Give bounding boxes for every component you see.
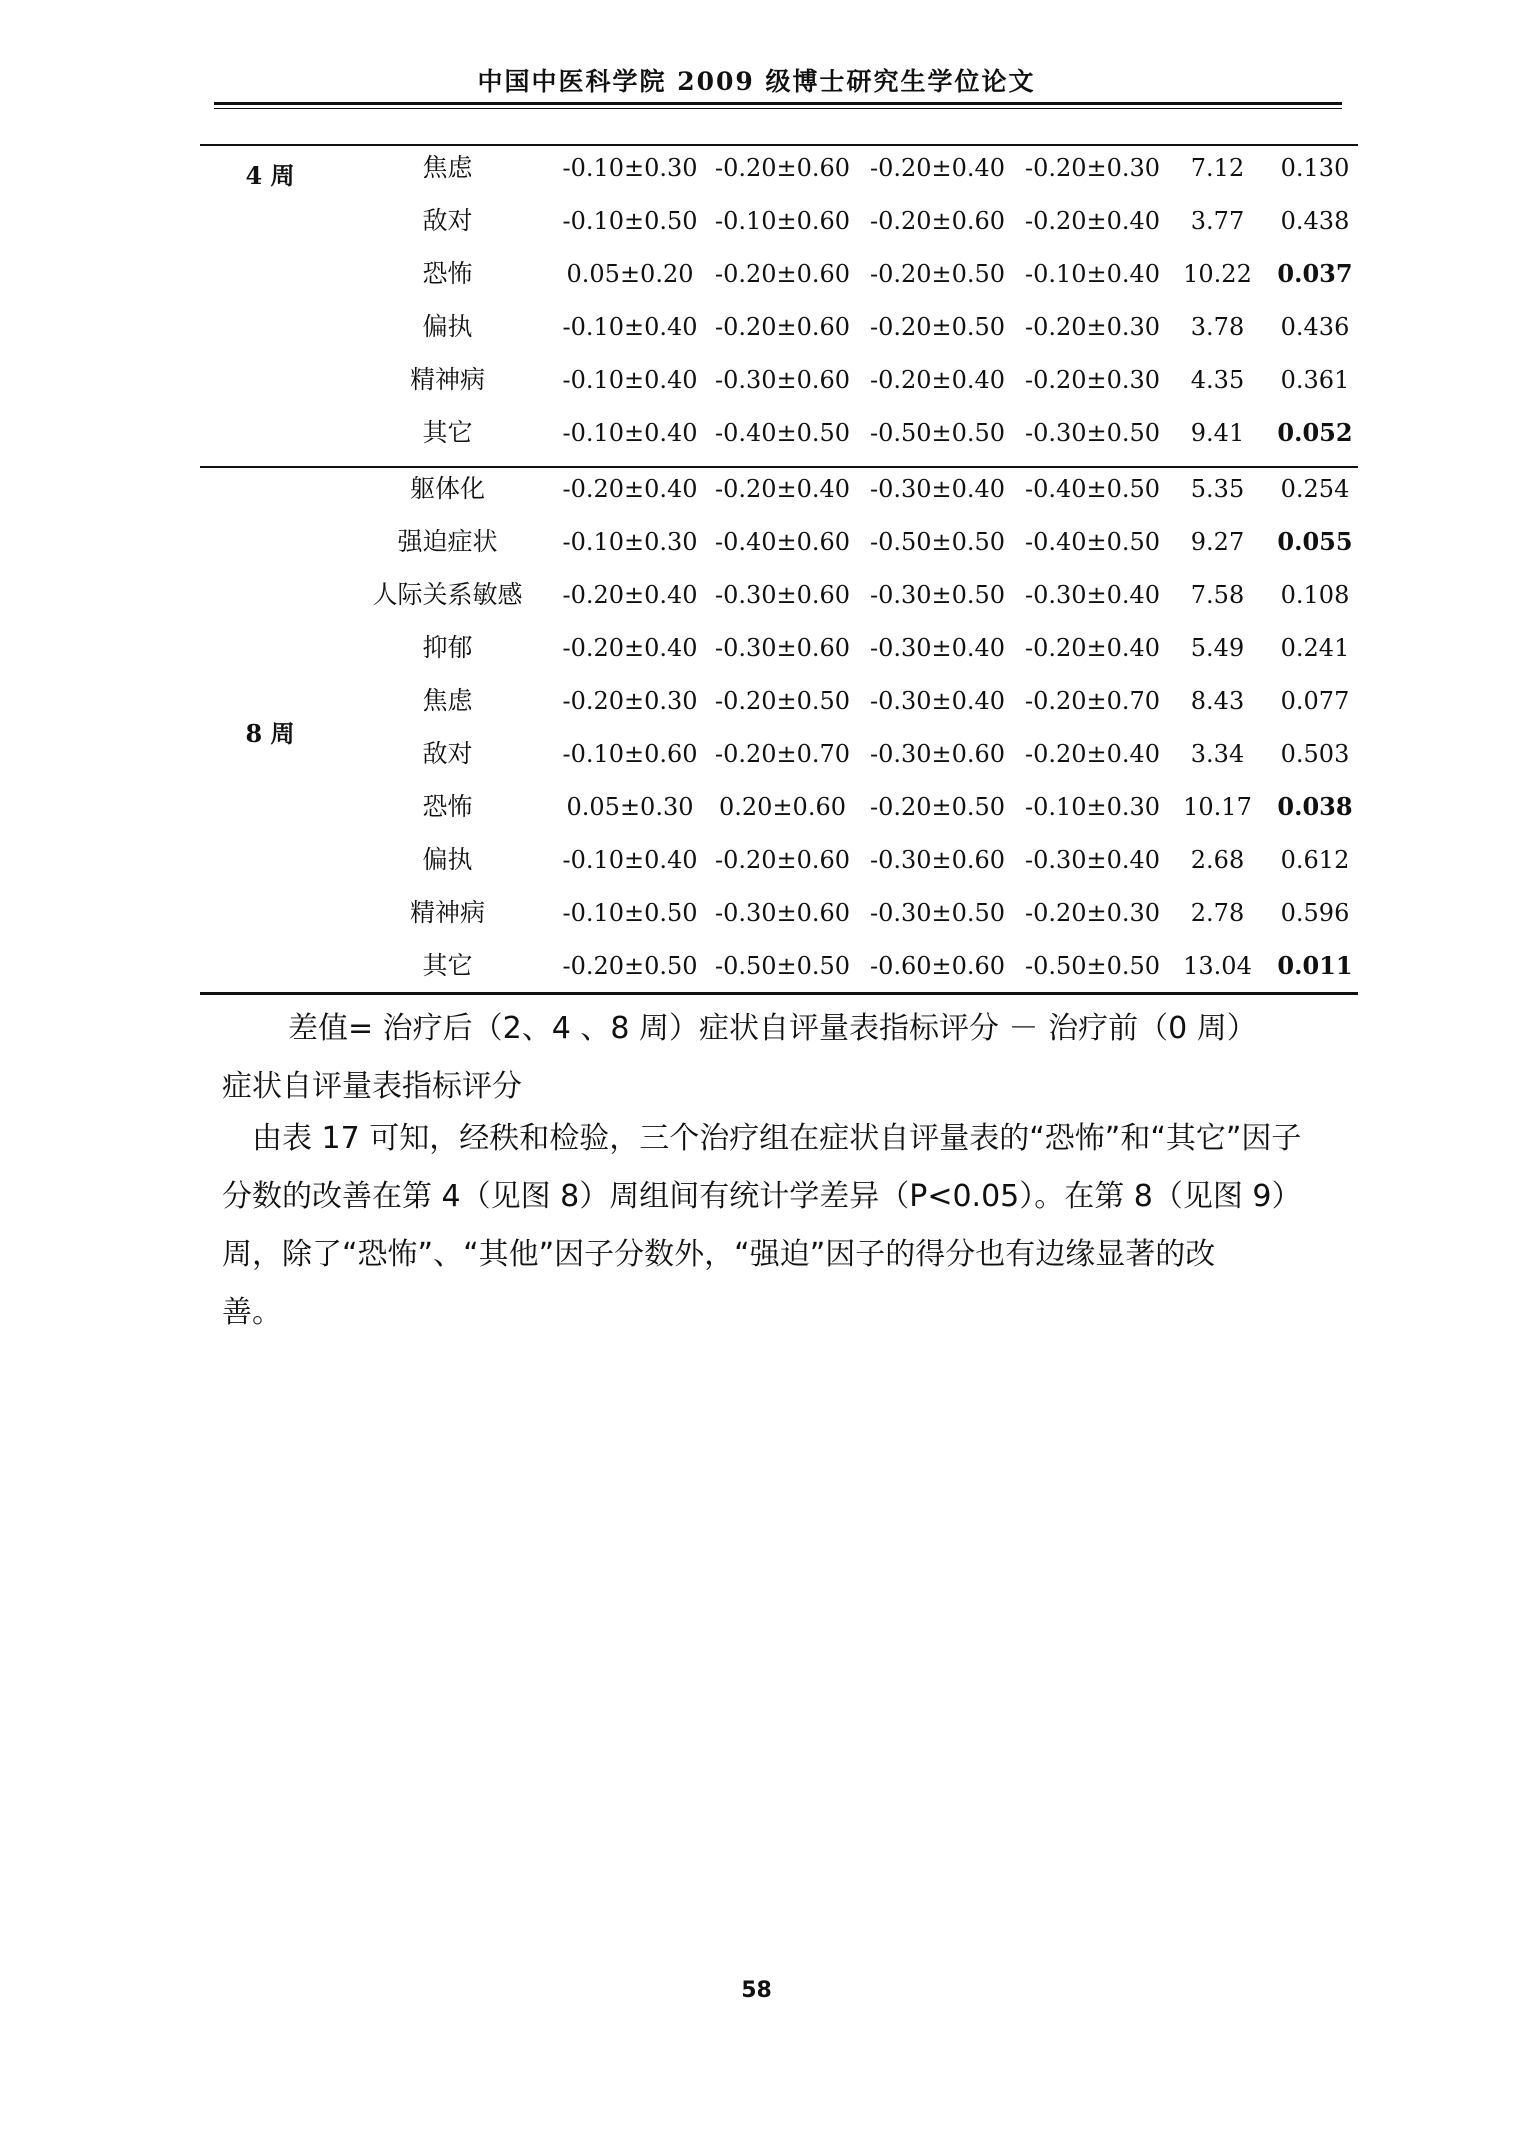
chi-square-cell: 2.68 xyxy=(1190,846,1245,874)
table-row xyxy=(0,787,1513,827)
chi-square-cell: 3.34 xyxy=(1190,740,1245,768)
group2-cell: -0.20±0.60 xyxy=(714,313,851,341)
table-bottom-rule xyxy=(200,992,1358,995)
group1-cell: -0.20±0.40 xyxy=(562,581,698,609)
group3-cell: -0.20±0.40 xyxy=(869,154,1006,182)
chi-square-cell: 8.43 xyxy=(1190,687,1245,715)
chi-square-cell: 9.27 xyxy=(1190,528,1245,556)
chi-square-cell: 9.41 xyxy=(1190,419,1245,447)
paragraph-line: 周，除了“恐怖”、“其他”因子分数外，“强迫”因子的得分也有边缘显著的改 xyxy=(222,1237,1216,1272)
p-value-cell: 0.438 xyxy=(1280,207,1350,235)
group4-cell: -0.50±0.50 xyxy=(1024,952,1161,980)
paragraph-line: 善。 xyxy=(222,1295,282,1330)
group2-cell: -0.30±0.60 xyxy=(714,634,851,662)
group4-cell: -0.20±0.30 xyxy=(1024,366,1161,394)
group4-cell: -0.30±0.40 xyxy=(1024,846,1161,874)
group2-cell: -0.40±0.50 xyxy=(714,419,851,447)
p-value-cell: 0.254 xyxy=(1280,475,1350,503)
group1-cell: 0.05±0.30 xyxy=(566,793,694,821)
group3-cell: -0.30±0.50 xyxy=(869,899,1006,927)
p-value-cell: 0.055 xyxy=(1277,527,1353,556)
factor-cell: 偏执 xyxy=(422,312,473,341)
group4-cell: -0.20±0.40 xyxy=(1024,634,1161,662)
group-divider-rule xyxy=(200,466,1358,468)
factor-cell: 其它 xyxy=(422,951,473,980)
group3-cell: -0.30±0.60 xyxy=(869,740,1006,768)
p-value-cell: 0.011 xyxy=(1277,951,1353,980)
factor-cell: 恐怖 xyxy=(422,792,473,821)
paragraph-line: 由表 17 可知，经秩和检验，三个治疗组在症状自评量表的“恐怖”和“其它”因子 xyxy=(252,1121,1302,1156)
group3-cell: -0.20±0.50 xyxy=(869,313,1006,341)
group3-cell: -0.30±0.40 xyxy=(869,634,1006,662)
group1-cell: -0.20±0.40 xyxy=(562,475,698,503)
week-label: 8 周 xyxy=(245,719,295,748)
group4-cell: -0.20±0.30 xyxy=(1024,154,1161,182)
group1-cell: -0.10±0.50 xyxy=(562,207,698,235)
p-value-cell: 0.037 xyxy=(1277,259,1353,288)
factor-cell: 躯体化 xyxy=(409,474,485,503)
table-footnote xyxy=(222,1000,1332,1116)
chi-square-cell: 13.04 xyxy=(1183,952,1252,980)
group2-cell: -0.10±0.60 xyxy=(714,207,851,235)
p-value-cell: 0.130 xyxy=(1280,154,1350,182)
factor-cell: 精神病 xyxy=(409,898,485,927)
chi-square-cell: 4.35 xyxy=(1190,366,1245,394)
footnote-line: 差值= 治疗后（2、4 、8 周）症状自评量表指标评分 － 治疗前（0 周） xyxy=(288,1011,1257,1046)
table-row xyxy=(0,413,1513,453)
group4-cell: -0.40±0.50 xyxy=(1024,475,1161,503)
group4-cell: -0.20±0.40 xyxy=(1024,740,1161,768)
group1-cell: 0.05±0.20 xyxy=(566,260,694,288)
group2-cell: -0.30±0.60 xyxy=(714,366,851,394)
group4-cell: -0.10±0.30 xyxy=(1024,793,1161,821)
table-row xyxy=(0,734,1513,774)
group1-cell: -0.20±0.30 xyxy=(562,687,698,715)
factor-cell: 恐怖 xyxy=(422,259,473,288)
group4-cell: -0.40±0.50 xyxy=(1024,528,1161,556)
table-row xyxy=(0,522,1513,562)
group1-cell: -0.10±0.40 xyxy=(562,846,698,874)
table-row xyxy=(0,469,1513,509)
group2-cell: -0.20±0.60 xyxy=(714,260,851,288)
group1-cell: -0.10±0.30 xyxy=(562,528,698,556)
factor-cell: 偏执 xyxy=(422,845,473,874)
table-row xyxy=(0,946,1513,986)
group3-cell: -0.20±0.40 xyxy=(869,366,1006,394)
table-row xyxy=(0,681,1513,721)
table-row xyxy=(0,628,1513,668)
group3-cell: -0.20±0.50 xyxy=(869,260,1006,288)
table-row xyxy=(0,840,1513,880)
p-value-cell: 0.436 xyxy=(1280,313,1350,341)
running-header: 中国中医科学院 2009 级博士研究生学位论文 xyxy=(477,67,1036,96)
group1-cell: -0.20±0.50 xyxy=(562,952,698,980)
factor-cell: 敌对 xyxy=(422,739,473,768)
page-number: 58 xyxy=(741,1978,772,2003)
group2-cell: -0.20±0.40 xyxy=(714,475,851,503)
group3-cell: -0.30±0.60 xyxy=(869,846,1006,874)
paragraph-line: 分数的改善在第 4（见图 8）周组间有统计学差异（P<0.05）。在第 8（见图 9） xyxy=(222,1179,1302,1214)
group1-cell: -0.10±0.30 xyxy=(562,154,698,182)
p-value-cell: 0.052 xyxy=(1277,418,1353,447)
p-value-cell: 0.612 xyxy=(1280,846,1350,874)
group3-cell: -0.20±0.50 xyxy=(869,793,1006,821)
group1-cell: -0.10±0.40 xyxy=(562,419,698,447)
group2-cell: -0.40±0.60 xyxy=(714,528,851,556)
group4-cell: -0.30±0.50 xyxy=(1024,419,1161,447)
chi-square-cell: 10.17 xyxy=(1183,793,1252,821)
table-row xyxy=(0,201,1513,241)
factor-cell: 敌对 xyxy=(422,206,473,235)
group4-cell: -0.20±0.30 xyxy=(1024,313,1161,341)
group2-cell: -0.20±0.60 xyxy=(714,154,851,182)
table-top-rule xyxy=(200,144,1358,146)
table-row xyxy=(0,360,1513,400)
table-row xyxy=(0,254,1513,294)
chi-square-cell: 10.22 xyxy=(1183,260,1252,288)
group2-cell: -0.50±0.50 xyxy=(714,952,851,980)
factor-cell: 精神病 xyxy=(409,365,485,394)
factor-cell: 强迫症状 xyxy=(397,527,498,556)
table-row xyxy=(0,307,1513,347)
group2-cell: -0.20±0.60 xyxy=(714,846,851,874)
p-value-cell: 0.077 xyxy=(1280,687,1350,715)
group1-cell: -0.10±0.60 xyxy=(562,740,698,768)
table-row xyxy=(0,893,1513,933)
factor-cell: 焦虑 xyxy=(422,153,473,182)
chi-square-cell: 5.35 xyxy=(1190,475,1245,503)
group3-cell: -0.20±0.60 xyxy=(869,207,1006,235)
group3-cell: -0.30±0.40 xyxy=(869,475,1006,503)
chi-square-cell: 3.78 xyxy=(1190,313,1245,341)
chi-square-cell: 2.78 xyxy=(1190,899,1245,927)
group1-cell: -0.10±0.40 xyxy=(562,366,698,394)
group2-cell: -0.30±0.60 xyxy=(714,581,851,609)
factor-cell: 其它 xyxy=(422,418,473,447)
group3-cell: -0.50±0.50 xyxy=(869,419,1006,447)
group1-cell: -0.10±0.40 xyxy=(562,313,698,341)
group1-cell: -0.20±0.40 xyxy=(562,634,698,662)
chi-square-cell: 5.49 xyxy=(1190,634,1245,662)
p-value-cell: 0.108 xyxy=(1280,581,1350,609)
group4-cell: -0.20±0.40 xyxy=(1024,207,1161,235)
p-value-cell: 0.503 xyxy=(1280,740,1350,768)
group2-cell: -0.20±0.70 xyxy=(714,740,851,768)
body-paragraph xyxy=(222,1110,1332,1342)
group4-cell: -0.30±0.40 xyxy=(1024,581,1161,609)
p-value-cell: 0.241 xyxy=(1280,634,1350,662)
header-rule-thin xyxy=(214,108,1342,109)
header-rule xyxy=(214,102,1342,105)
factor-cell: 焦虑 xyxy=(422,686,473,715)
group4-cell: -0.10±0.40 xyxy=(1024,260,1161,288)
factor-cell: 人际关系敏感 xyxy=(372,580,523,609)
chi-square-cell: 7.58 xyxy=(1190,581,1245,609)
group3-cell: -0.30±0.40 xyxy=(869,687,1006,715)
group2-cell: 0.20±0.60 xyxy=(719,793,846,821)
group1-cell: -0.10±0.50 xyxy=(562,899,698,927)
p-value-cell: 0.361 xyxy=(1280,366,1350,394)
group4-cell: -0.20±0.70 xyxy=(1024,687,1161,715)
group2-cell: -0.30±0.60 xyxy=(714,899,851,927)
p-value-cell: 0.038 xyxy=(1277,792,1353,821)
table-row xyxy=(0,575,1513,615)
table-row xyxy=(0,148,1513,188)
group3-cell: -0.60±0.60 xyxy=(869,952,1006,980)
group2-cell: -0.20±0.50 xyxy=(714,687,851,715)
chi-square-cell: 3.77 xyxy=(1190,207,1245,235)
group4-cell: -0.20±0.30 xyxy=(1024,899,1161,927)
p-value-cell: 0.596 xyxy=(1280,899,1350,927)
group3-cell: -0.50±0.50 xyxy=(869,528,1006,556)
chi-square-cell: 7.12 xyxy=(1190,154,1245,182)
factor-cell: 抑郁 xyxy=(422,633,473,662)
footnote-line: 症状自评量表指标评分 xyxy=(222,1069,522,1104)
group3-cell: -0.30±0.50 xyxy=(869,581,1006,609)
week-label: 4 周 xyxy=(245,161,295,190)
